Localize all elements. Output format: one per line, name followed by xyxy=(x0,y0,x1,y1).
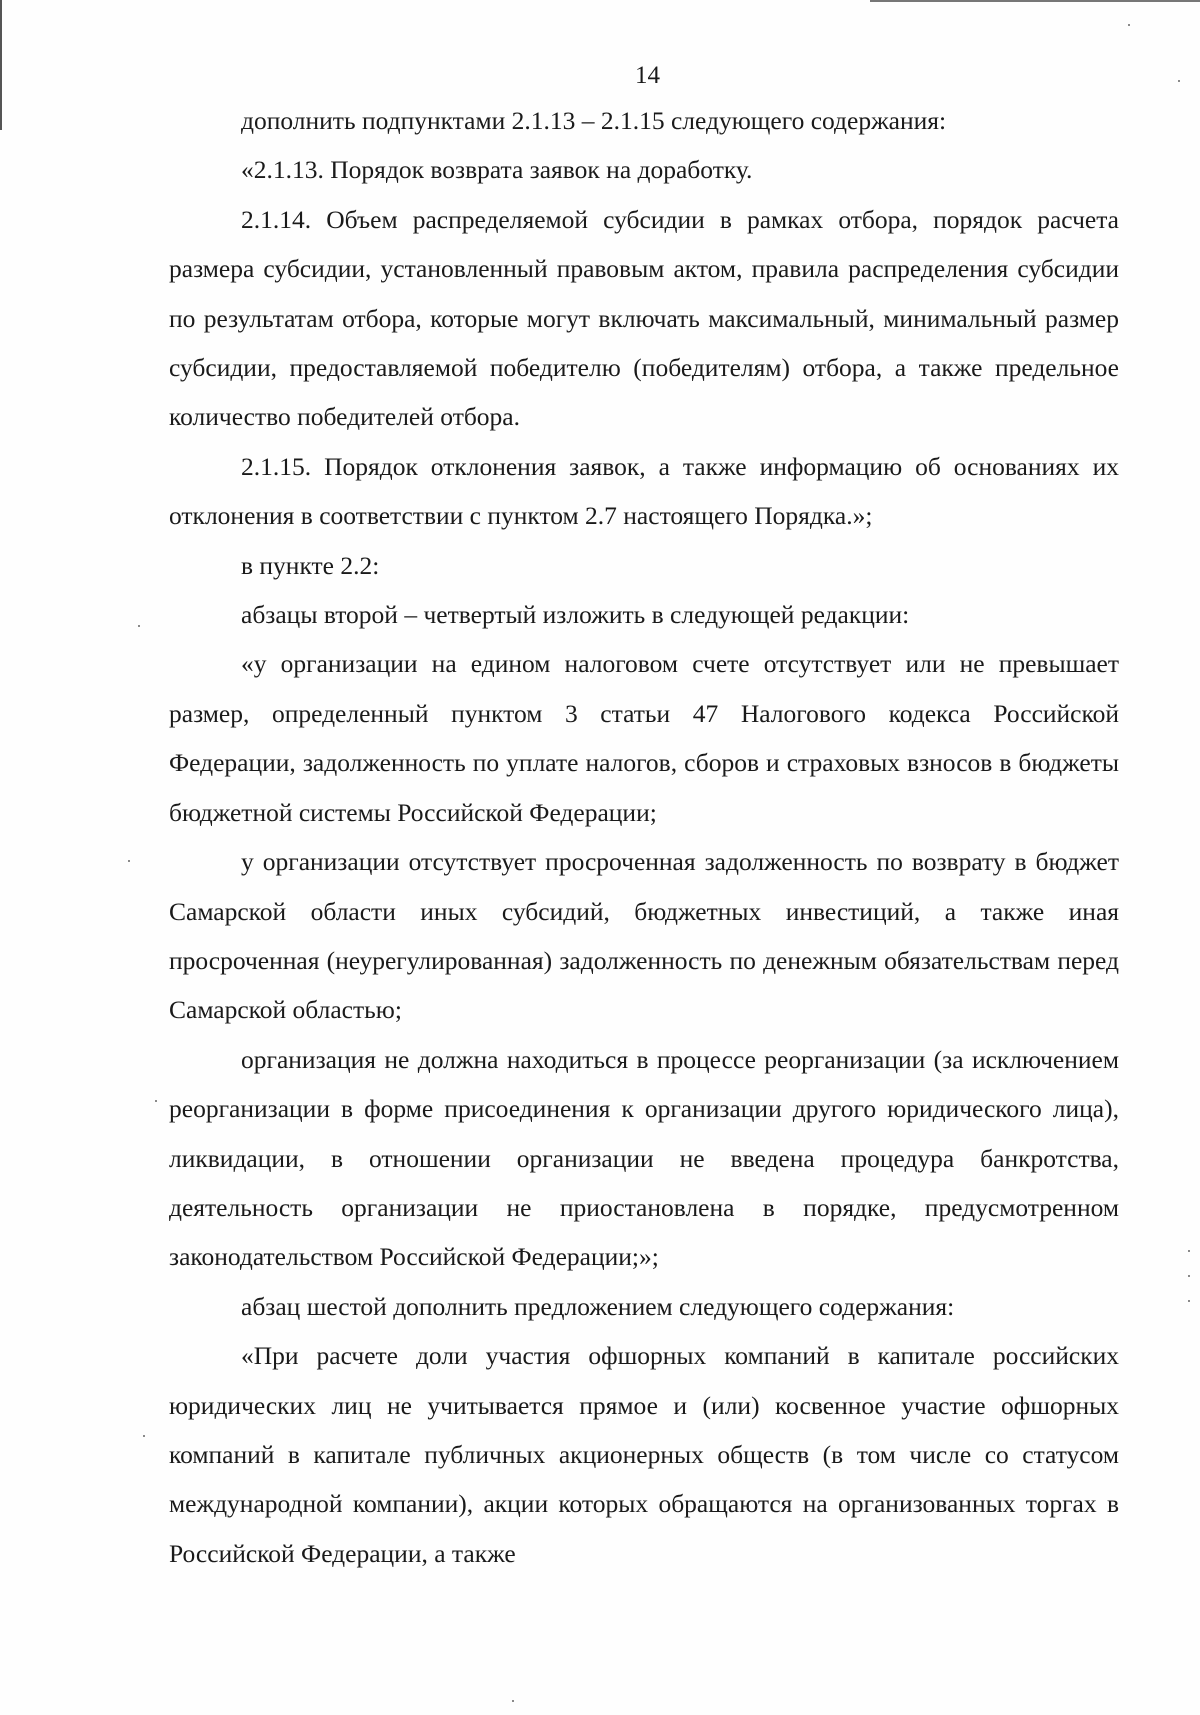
paragraph: дополнить подпунктами 2.1.13 – 2.1.15 следующего содержания: xyxy=(241,106,947,135)
scan-speck xyxy=(155,1100,157,1102)
paragraph: абзацы второй – четвертый изложить в следующей редакции: xyxy=(241,600,910,630)
paragraph: в пункте 2.2: xyxy=(241,550,380,580)
paragraph: «2.1.13. Порядок возврата заявок на доработку. xyxy=(241,155,753,185)
paragraph: 2.1.14. Объем распределяемой субсидии в рамках отбора, порядок расчета размера субсидии, установленный правовым актом, правила распределения субсидии по результатам отбора, которые могут включать максимальный, минимальный размер субсидии, предоставляемой победителю (победителям) отбора, а также предельное количество победителей отбора. xyxy=(169,204,1119,432)
scan-speck xyxy=(1178,80,1180,82)
scan-edge-top xyxy=(870,0,1200,2)
page-number: 14 xyxy=(635,62,660,89)
paragraph: организация не должна находиться в процессе реорганизации (за исключением реорганизации в форме присоединения к организации другого юридического лица), ликвидации, в отношении организации не введена процедура банкротства, деятельность организации не приостановлена в порядке, предусмотренном законодательством Российской Федерации;»; xyxy=(169,1044,1119,1272)
document-body xyxy=(169,96,1119,1578)
scan-speck xyxy=(138,625,140,627)
scan-speck xyxy=(1188,1275,1190,1277)
scan-speck xyxy=(512,1700,514,1702)
scan-speck xyxy=(1188,1300,1190,1302)
paragraph: «При расчете доли участия офшорных компаний в капитале российских юридических лиц не учитывается прямое и (или) косвенное участие офшорных компаний в капитале публичных акционерных обществ (в том числе со статусом международной компании), акции которых обращаются на организованных торгах в Российской Федерации, а также xyxy=(169,1341,1119,1568)
scan-speck xyxy=(128,860,130,862)
paragraph: «у организации на едином налоговом счете отсутствует или не превышает размер, определенный пунктом 3 статьи 47 Налогового кодекса Российской Федерации, задолженность по уплате налогов, сборов и страховых взносов в бюджеты бюджетной системы Российской Федерации; xyxy=(169,649,1119,827)
paragraph: у организации отсутствует просроченная задолженность по возврату в бюджет Самарской области иных субсидий, бюджетных инвестиций, а также иная просроченная (неурегулированная) задолженность по денежным обязательствам перед Самарской областью; xyxy=(169,847,1119,1025)
scan-speck xyxy=(143,1435,145,1437)
paragraph: 2.1.15. Порядок отклонения заявок, а также информацию об основаниях их отклонения в соответствии с пунктом 2.7 настоящего Порядка.»; xyxy=(169,451,1119,531)
scan-speck xyxy=(1188,1250,1190,1252)
scan-speck xyxy=(1128,24,1130,26)
paragraph: абзац шестой дополнить предложением следующего содержания: xyxy=(241,1291,955,1321)
